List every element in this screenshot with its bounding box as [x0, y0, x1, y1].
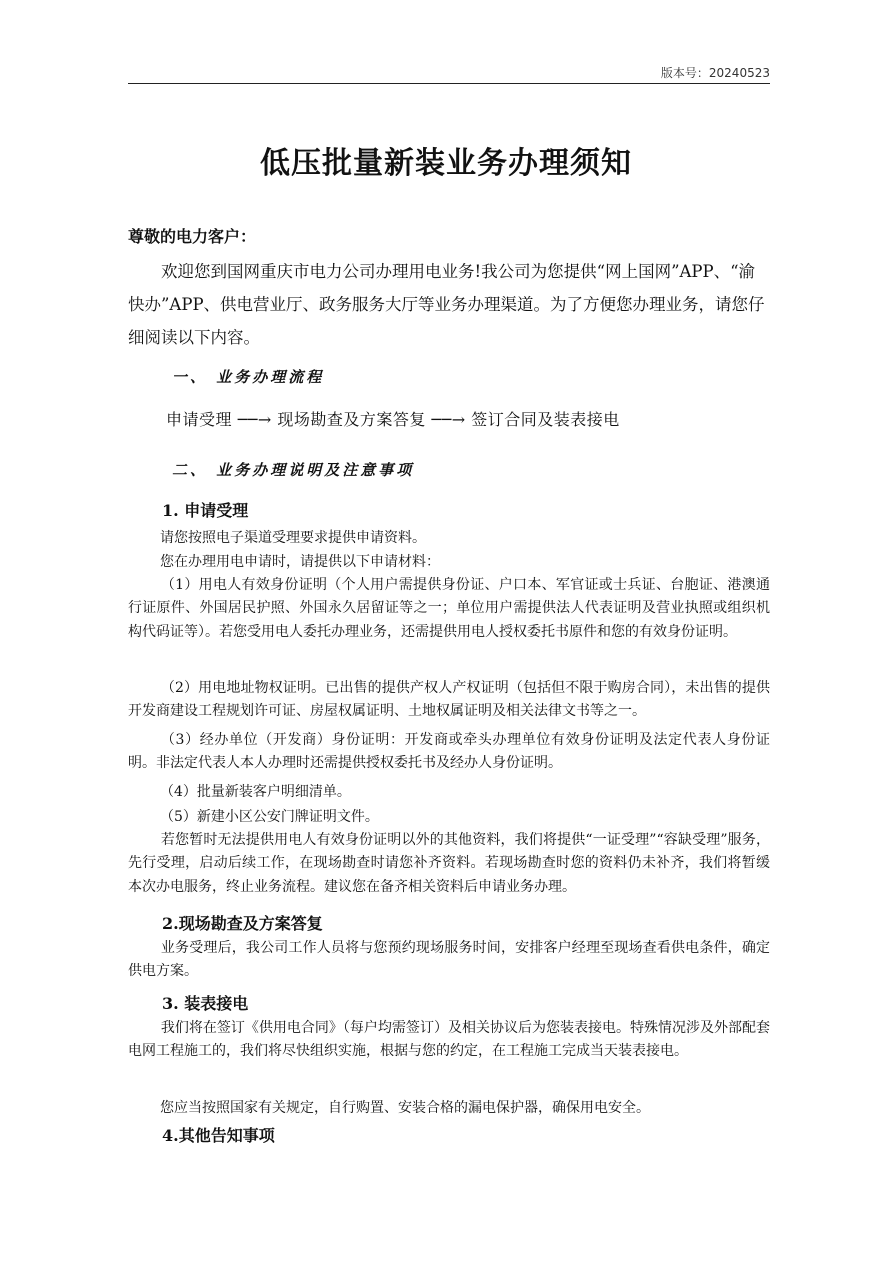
- material-item: （4）批量新装客户明细清单。: [160, 784, 351, 800]
- missing-materials-note: 若您暂时无法提供用电人有效身份证明以外的其他资料，我们将提供“一证受理”“容缺受理”服务，先行受理，启动后续工作，在现场勘查时请您补齐资料。若现场勘查时您的资料仍未补齐，我们将暂缓本次办电服务，终止业务流程。建议您在备齐相关资料后申请业务办理。: [128, 832, 770, 895]
- process-flow: 申请受理 ──→ 现场勘查及方案答复 ──→ 签订合同及装表接电: [166, 410, 620, 429]
- header-rule: [128, 83, 770, 84]
- document-title: 低压批量新装业务办理须知: [260, 146, 632, 181]
- material-item: （3）经办单位（开发商）身份证明：开发商或牵头办理单位有效身份证明及法定代表人身份证明。非法定代表人本人办理时还需提供授权委托书及经办人身份证明。: [128, 732, 770, 772]
- survey-paragraph: 业务受理后，我公司工作人员将与您预约现场服务时间，安排客户经理至现场查看供电条件，确定供电方案。: [128, 940, 770, 980]
- subheading-survey: 2.现场勘查及方案答复: [162, 914, 323, 933]
- material-item: （2）用电地址物权证明。已出售的提供产权人产权证明（包括但不限于购房合同），未出售的提供开发商建设工程规划许可证、房屋权属证明、土地权属证明及相关法律文书等之一。: [128, 680, 770, 720]
- subheading-other-notices: 4.其他告知事项: [162, 1126, 275, 1145]
- section-heading-process: 一、 业务办理流程: [172, 368, 325, 386]
- section-heading-notes: 二、 业务办理说明及注意事项: [172, 461, 415, 479]
- leakage-protector-paragraph: 您应当按照国家有关规定，自行购置、安装合格的漏电保护器，确保用电安全。: [160, 1100, 650, 1116]
- material-item: （5）新建小区公安门牌证明文件。: [160, 809, 379, 825]
- application-intro: 请您按照电子渠道受理要求提供申请资料。: [160, 530, 426, 546]
- version-number: 版本号：20240523: [660, 66, 770, 80]
- meter-install-paragraph: 我们将在签订《供用电合同》（每户均需签订）及相关协议后为您装表接电。特殊情况涉及外部配套电网工程施工的，我们将尽快组织实施，根据与您的约定，在工程施工完成当天装表接电。: [128, 1020, 770, 1060]
- intro-paragraph: 欢迎您到国网重庆市电力公司办理用电业务!我公司为您提供“网上国网”APP、“渝快办”APP、供电营业厅、政务服务大厅等业务办理渠道。为了方便您办理业务，请您仔细阅读以下内容。: [128, 262, 765, 347]
- greeting: 尊敬的电力客户：: [128, 227, 257, 246]
- application-materials-intro: 您在办理用电申请时，请提供以下申请材料：: [160, 554, 440, 570]
- material-item: （1）用电人有效身份证明（个人用户需提供身份证、户口本、军官证或士兵证、台胞证、港澳通行证原件、外国居民护照、外国永久居留证等之一；单位用户需提供法人代表证明及营业执照或组织机构代码证等）。若您受用电人委托办理业务，还需提供用电人授权委托书原件和您的有效身份证明。: [128, 577, 770, 640]
- subheading-meter-install: 3. 装表接电: [162, 994, 249, 1013]
- subheading-application: 1. 申请受理: [162, 501, 249, 520]
